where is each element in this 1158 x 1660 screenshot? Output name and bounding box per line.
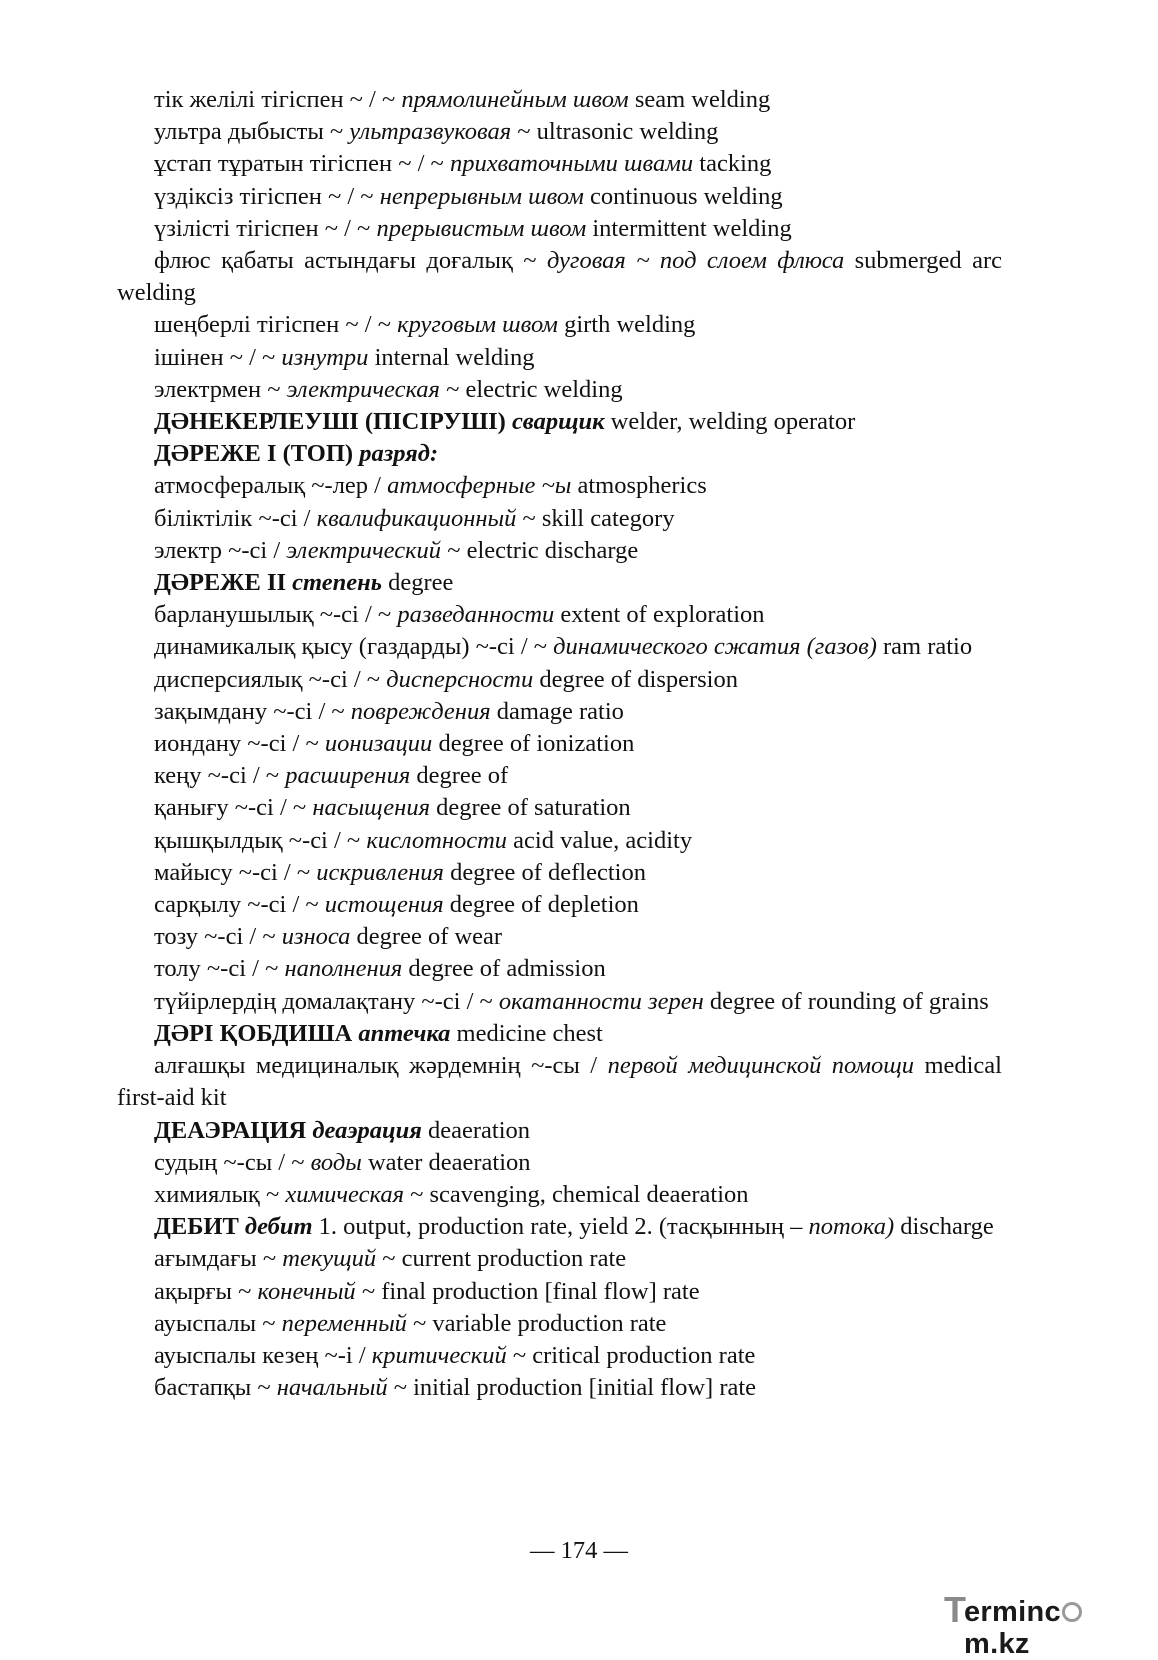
entry-text: ~ skill category — [516, 504, 675, 532]
russian-term: изнутри — [281, 343, 369, 371]
entry-text: дисперсиялық ~-сі / ~ — [154, 665, 387, 693]
dictionary-entry — [117, 148, 1002, 180]
entry-text: қышқылдық ~-сі / ~ — [154, 826, 367, 854]
russian-term: ультразвуковая — [349, 118, 512, 146]
entry-text: ~ initial production [initial flow] rate — [387, 1374, 757, 1402]
dictionary-entry — [117, 342, 1002, 374]
entry-text: degree of saturation — [429, 794, 631, 822]
russian-term: критический — [371, 1341, 507, 1369]
russian-term: дисперсности — [386, 665, 534, 693]
entry-text: иондану ~-сі / ~ — [154, 730, 325, 758]
dictionary-entry — [117, 245, 1002, 309]
dictionary-entry — [117, 1276, 1002, 1308]
headword-translation: разряд: — [359, 440, 439, 468]
headword: ДӘНЕКЕРЛЕУШІ (ПІСІРУШІ) — [154, 408, 506, 436]
dictionary-entry — [117, 953, 1002, 985]
russian-term: динамического сжатия (газов) — [553, 633, 877, 661]
entry-text: degree of deflection — [443, 858, 646, 886]
dictionary-entry — [117, 1372, 1002, 1404]
dictionary-entry — [117, 857, 1002, 889]
dictionary-entry — [117, 406, 1002, 438]
entry-text: ram ratio — [876, 633, 973, 661]
dictionary-entry — [117, 1115, 1002, 1147]
entry-text: extent of exploration — [554, 601, 765, 629]
dictionary-entry — [117, 1243, 1002, 1275]
russian-term: истощения — [324, 891, 444, 919]
entry-text: ультра дыбысты ~ — [154, 118, 350, 146]
entry-text: ~ current production rate — [376, 1245, 627, 1273]
dictionary-entry — [117, 728, 1002, 760]
dictionary-entry — [117, 116, 1002, 148]
russian-term: насыщения — [312, 794, 430, 822]
entry-text: ~ scavenging, chemical deaeration — [403, 1180, 749, 1208]
headword: ДӘРЕЖЕ I (ТОП) — [154, 440, 354, 468]
dictionary-entry — [117, 631, 1002, 663]
entry-text: degree of depletion — [443, 891, 639, 919]
dictionary-entry — [117, 986, 1002, 1018]
dictionary-entry — [117, 889, 1002, 921]
dictionary-entry — [117, 438, 1002, 470]
dictionary-entry — [117, 213, 1002, 245]
entry-text: seam welding — [628, 86, 771, 113]
russian-term: начальный — [276, 1374, 388, 1402]
russian-term: прямолинейным швом — [401, 86, 629, 113]
entry-text: динамикалық қысу (газдарды) ~-сі / ~ — [154, 633, 554, 661]
entry-text: шеңберлі тігіспен ~ / ~ — [154, 311, 398, 339]
entry-text: medicine chest — [450, 1019, 603, 1047]
dictionary-entry — [117, 825, 1002, 857]
entry-text: medical first-aid kit — [117, 1052, 1002, 1112]
dictionary-entry — [117, 1308, 1002, 1340]
russian-term: атмосферные ~ы — [387, 472, 572, 500]
dictionary-entry — [117, 503, 1002, 535]
entry-text: ~ variable production rate — [406, 1309, 667, 1337]
entry-text: submerged arc welding — [117, 247, 1002, 307]
headword-translation: дебит — [244, 1213, 313, 1241]
entry-text: қанығу ~-сі / ~ — [154, 794, 313, 822]
entry-text: ауыспалы кезең ~-і / — [154, 1341, 372, 1369]
dictionary-entry — [117, 309, 1002, 341]
headword-translation: аптечка — [358, 1019, 451, 1047]
russian-term: дуговая ~ под слоем флюса — [546, 247, 845, 275]
headword-translation: деаэрация — [312, 1116, 422, 1144]
russian-term: квалификационный — [316, 504, 517, 532]
dictionary-entry — [117, 1147, 1002, 1179]
dictionary-entry — [117, 921, 1002, 953]
russian-term: электрический — [286, 536, 442, 564]
entry-text: atmospherics — [571, 472, 707, 500]
magnifier-icon — [1062, 1602, 1082, 1622]
logo-letter-t: T — [944, 1589, 966, 1630]
russian-term: прихваточными швами — [449, 150, 694, 178]
logo-text-part: erminc — [964, 1596, 1061, 1628]
termincom-logo-watermark — [944, 1589, 1144, 1660]
entry-text: үздіксіз тігіспен ~ / ~ — [154, 182, 380, 210]
logo-text — [964, 1596, 1144, 1660]
dictionary-entry — [117, 567, 1002, 599]
russian-term: кислотности — [366, 826, 508, 854]
dictionary-entry — [117, 181, 1002, 213]
dictionary-entry — [117, 374, 1002, 406]
entry-text: үзілісті тігіспен ~ / ~ — [154, 214, 377, 242]
entry-text: түйірлердің домалақтану ~-сі / ~ — [154, 987, 499, 1015]
entry-text: degree of rounding of grains — [703, 987, 989, 1015]
russian-term: износа — [281, 923, 351, 951]
dictionary-entry — [117, 792, 1002, 824]
dictionary-entry — [117, 535, 1002, 567]
entry-text: біліктілік ~-сі / — [154, 504, 317, 532]
dictionary-entry — [117, 1050, 1002, 1114]
dictionary-entry — [117, 84, 1002, 116]
russian-term: окатанности зерен — [498, 987, 704, 1015]
entry-text: майысу ~-сі / ~ — [154, 858, 317, 886]
entry-text: deaeration — [421, 1116, 531, 1144]
russian-term: текущий — [282, 1245, 377, 1273]
entry-text: сарқылу ~-сі / ~ — [154, 891, 325, 919]
russian-term: ионизации — [324, 730, 433, 758]
entry-text: кеңу ~-сі / ~ — [154, 762, 286, 790]
page-number: — 174 — — [530, 1537, 628, 1564]
entry-text: ағымдағы ~ — [154, 1245, 283, 1273]
dictionary-entry — [117, 760, 1002, 792]
entry-text: химиялық ~ — [154, 1180, 286, 1208]
entry-text: tacking — [693, 150, 772, 178]
russian-term: расширения — [285, 762, 411, 790]
russian-term: разведанности — [397, 601, 555, 629]
entry-text: 1. output, production rate, yield 2. (тасқынның – — [312, 1213, 809, 1241]
entry-text: электрмен ~ — [154, 375, 287, 403]
dictionary-entry — [117, 1179, 1002, 1211]
headword-translation: степень — [292, 569, 382, 597]
entry-text: атмосфералық ~-лер / — [154, 472, 388, 500]
entry-text: discharge — [894, 1213, 994, 1241]
entry-text: тозу ~-сі / ~ — [154, 923, 282, 951]
entry-text: толу ~-сі / ~ — [154, 955, 285, 983]
entry-text: degree of admission — [402, 955, 606, 983]
entry-text: ақырғы ~ — [154, 1277, 258, 1305]
dictionary-entry — [117, 1211, 1002, 1243]
russian-term: наполнения — [284, 955, 403, 983]
dictionary-entry — [117, 1018, 1002, 1050]
entry-text: girth welding — [557, 311, 696, 339]
entry-text: acid value, acidity — [507, 826, 693, 854]
entry-text: ~ critical production rate — [506, 1341, 756, 1369]
entry-text: ~ ultrasonic welding — [511, 118, 719, 146]
entry-text: ауыспалы ~ — [154, 1309, 282, 1337]
entry-text: ~ final production [final flow] rate — [355, 1277, 700, 1305]
entry-text: судың ~-сы / ~ — [154, 1148, 311, 1176]
entry-text: internal welding — [368, 343, 535, 371]
entry-text: электр ~-сі / — [154, 536, 287, 564]
russian-term: конечный — [257, 1277, 356, 1305]
dictionary-entry — [117, 1340, 1002, 1372]
entry-text: барланушылық ~-сі / ~ — [154, 601, 398, 629]
russian-term: воды — [310, 1148, 362, 1176]
entry-text: water deaeration — [361, 1148, 531, 1176]
russian-term: непрерывным швом — [379, 182, 584, 210]
headword-translation: сварщик — [511, 408, 605, 436]
russian-term: прерывистым швом — [376, 214, 587, 242]
dictionary-entry — [117, 470, 1002, 502]
entry-text: флюс қабаты астындағы доғалық ~ — [154, 247, 547, 275]
entry-text: ішінен ~ / ~ — [154, 343, 282, 371]
dictionary-entry — [117, 664, 1002, 696]
entry-text: алғашқы медициналық жәрдемнің ~-сы / — [154, 1052, 608, 1080]
entry-text: degree of wear — [350, 923, 503, 951]
entry-text: зақымдану ~-сі / ~ — [154, 697, 351, 725]
russian-term: химическая — [285, 1180, 404, 1208]
entry-text: degree of — [410, 762, 509, 790]
entry-text: ұстап тұратын тігіспен ~ / ~ — [154, 150, 450, 178]
headword: ДЕАЭРАЦИЯ — [154, 1116, 307, 1144]
russian-term: повреждения — [350, 697, 491, 725]
dictionary-entry — [117, 599, 1002, 631]
entry-text: intermittent welding — [586, 214, 792, 242]
headword: ДӘРІ ҚОБДИША — [154, 1019, 353, 1047]
entry-text: damage ratio — [490, 697, 624, 725]
entry-text: ~ electric welding — [439, 375, 623, 403]
russian-term: потока) — [808, 1213, 895, 1241]
entry-text: ~ electric discharge — [441, 536, 639, 564]
russian-term: электрическая — [286, 375, 440, 403]
russian-term: искривления — [316, 858, 444, 886]
entry-text: бастапқы ~ — [154, 1374, 277, 1402]
dictionary-entries — [117, 84, 1002, 1404]
entry-text: тік желілі тігіспен ~ / ~ — [154, 86, 402, 113]
headword: ДЕБИТ — [154, 1213, 239, 1241]
entry-text: welder, welding operator — [604, 408, 856, 436]
dictionary-entry — [117, 696, 1002, 728]
entry-text: degree of dispersion — [533, 665, 738, 693]
entry-text: continuous welding — [583, 182, 783, 210]
russian-term: переменный — [281, 1309, 407, 1337]
entry-text: degree of ionization — [432, 730, 635, 758]
entry-text: degree — [381, 569, 454, 597]
russian-term: круговым швом — [397, 311, 558, 339]
russian-term: первой медицинской помощи — [607, 1052, 914, 1080]
headword: ДӘРЕЖЕ II — [154, 569, 287, 597]
logo-text-part: m.kz — [964, 1628, 1030, 1660]
